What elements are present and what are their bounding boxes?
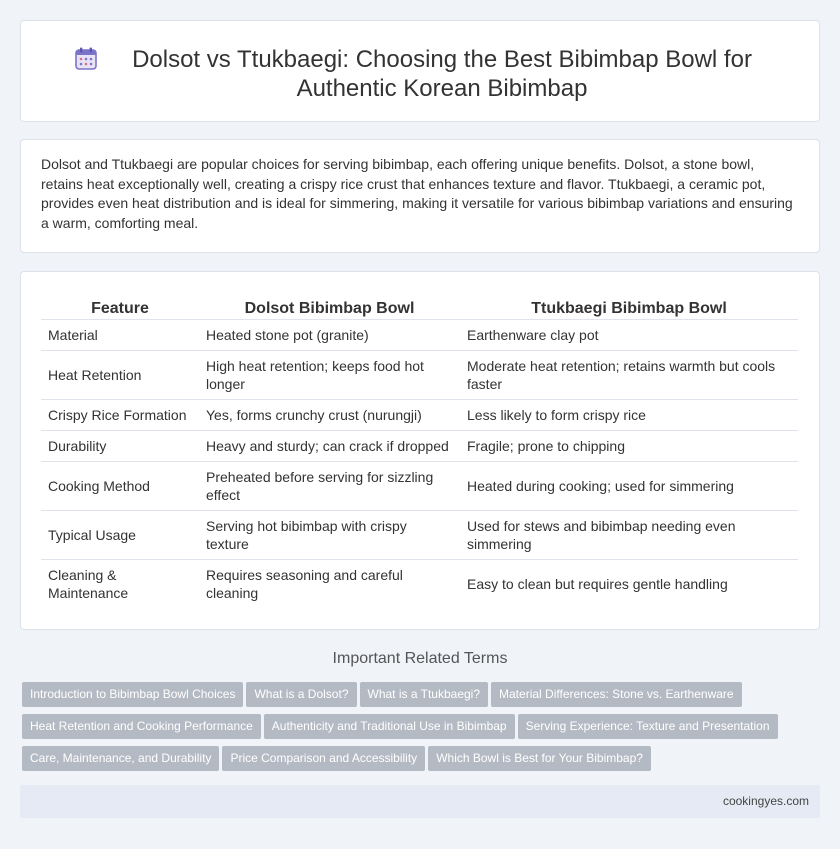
table-cell: Heated stone pot (granite) xyxy=(199,319,460,350)
table-row xyxy=(41,399,798,430)
calendar-icon xyxy=(73,46,99,72)
related-term-tag[interactable]: Care, Maintenance, and Durability xyxy=(22,746,219,771)
related-term-tag[interactable]: Material Differences: Stone vs. Earthenware xyxy=(491,682,742,707)
footer xyxy=(20,785,820,818)
table-cell: High heat retention; keeps food hot longer xyxy=(199,350,460,399)
related-term-tag[interactable]: Heat Retention and Cooking Performance xyxy=(22,714,261,739)
table-cell: Yes, forms crunchy crust (nurungji) xyxy=(199,399,460,430)
table-cell: Typical Usage xyxy=(41,510,199,559)
table-header-row xyxy=(41,294,798,319)
table-row xyxy=(41,461,798,510)
table-cell: Heat Retention xyxy=(41,350,199,399)
table-row xyxy=(41,350,798,399)
intro-paragraph: Dolsot and Ttukbaegi are popular choices for serving bibimbap, each offering unique benefits. Dolsot, a stone bowl, retains heat exceptionally well, creating a crispy rice crust that enhances texture and flavor. Ttukbaegi, a ceramic pot, provides even heat distribution and is ideal for simmering, making it versatile for various bibimbap variations and ensuring a warm, comforting meal. xyxy=(41,156,793,231)
table-cell: Serving hot bibimbap with crispy texture xyxy=(199,510,460,559)
related-term-tag[interactable]: What is a Dolsot? xyxy=(246,682,356,707)
intro-card xyxy=(20,139,820,253)
footer-site-link[interactable]: cookingyes.com xyxy=(722,794,809,808)
table-cell: Crispy Rice Formation xyxy=(41,399,199,430)
table-cell: Fragile; prone to chipping xyxy=(460,430,798,461)
table-cell: Less likely to form crispy rice xyxy=(460,399,798,430)
table-row xyxy=(41,319,798,350)
comparison-table xyxy=(41,294,798,608)
table-cell: Cooking Method xyxy=(41,461,199,510)
title-wrap xyxy=(21,21,819,103)
related-terms-list xyxy=(22,682,822,778)
table-cell: Moderate heat retention; retains warmth but cools faster xyxy=(460,350,798,399)
page-title: Dolsot vs Ttukbaegi: Choosing the Best Bibimbap Bowl for Authentic Korean Bibimbap xyxy=(132,46,752,102)
table-cell: Used for stews and bibimbap needing even simmering xyxy=(460,510,798,559)
table-row xyxy=(41,510,798,559)
related-terms-heading: Important Related Terms xyxy=(332,650,508,667)
table-cell: Material xyxy=(41,319,199,350)
table-cell: Heavy and sturdy; can crack if dropped xyxy=(199,430,460,461)
table-cell: Preheated before serving for sizzling effect xyxy=(199,461,460,510)
column-header-feature: Feature xyxy=(91,299,149,317)
related-term-tag[interactable]: Introduction to Bibimbap Bowl Choices xyxy=(22,682,243,707)
related-term-tag[interactable]: Authenticity and Traditional Use in Bibimbap xyxy=(264,714,515,739)
related-term-tag[interactable]: What is a Ttukbaegi? xyxy=(360,682,489,707)
table-cell: Cleaning & Maintenance xyxy=(41,559,199,608)
table-cell: Easy to clean but requires gentle handling xyxy=(460,559,798,608)
title-card xyxy=(20,20,820,122)
table-cell: Earthenware clay pot xyxy=(460,319,798,350)
column-header-ttukbaegi: Ttukbaegi Bibimbap Bowl xyxy=(531,299,727,317)
table-cell: Requires seasoning and careful cleaning xyxy=(199,559,460,608)
related-term-tag[interactable]: Which Bowl is Best for Your Bibimbap? xyxy=(428,746,651,771)
related-term-tag[interactable]: Price Comparison and Accessibility xyxy=(222,746,425,771)
comparison-card xyxy=(20,271,820,630)
table-row xyxy=(41,430,798,461)
related-term-tag[interactable]: Serving Experience: Texture and Presentation xyxy=(518,714,778,739)
column-header-dolsot: Dolsot Bibimbap Bowl xyxy=(244,299,415,317)
table-cell: Durability xyxy=(41,430,199,461)
table-cell: Heated during cooking; used for simmering xyxy=(460,461,798,510)
table-row xyxy=(41,559,798,608)
